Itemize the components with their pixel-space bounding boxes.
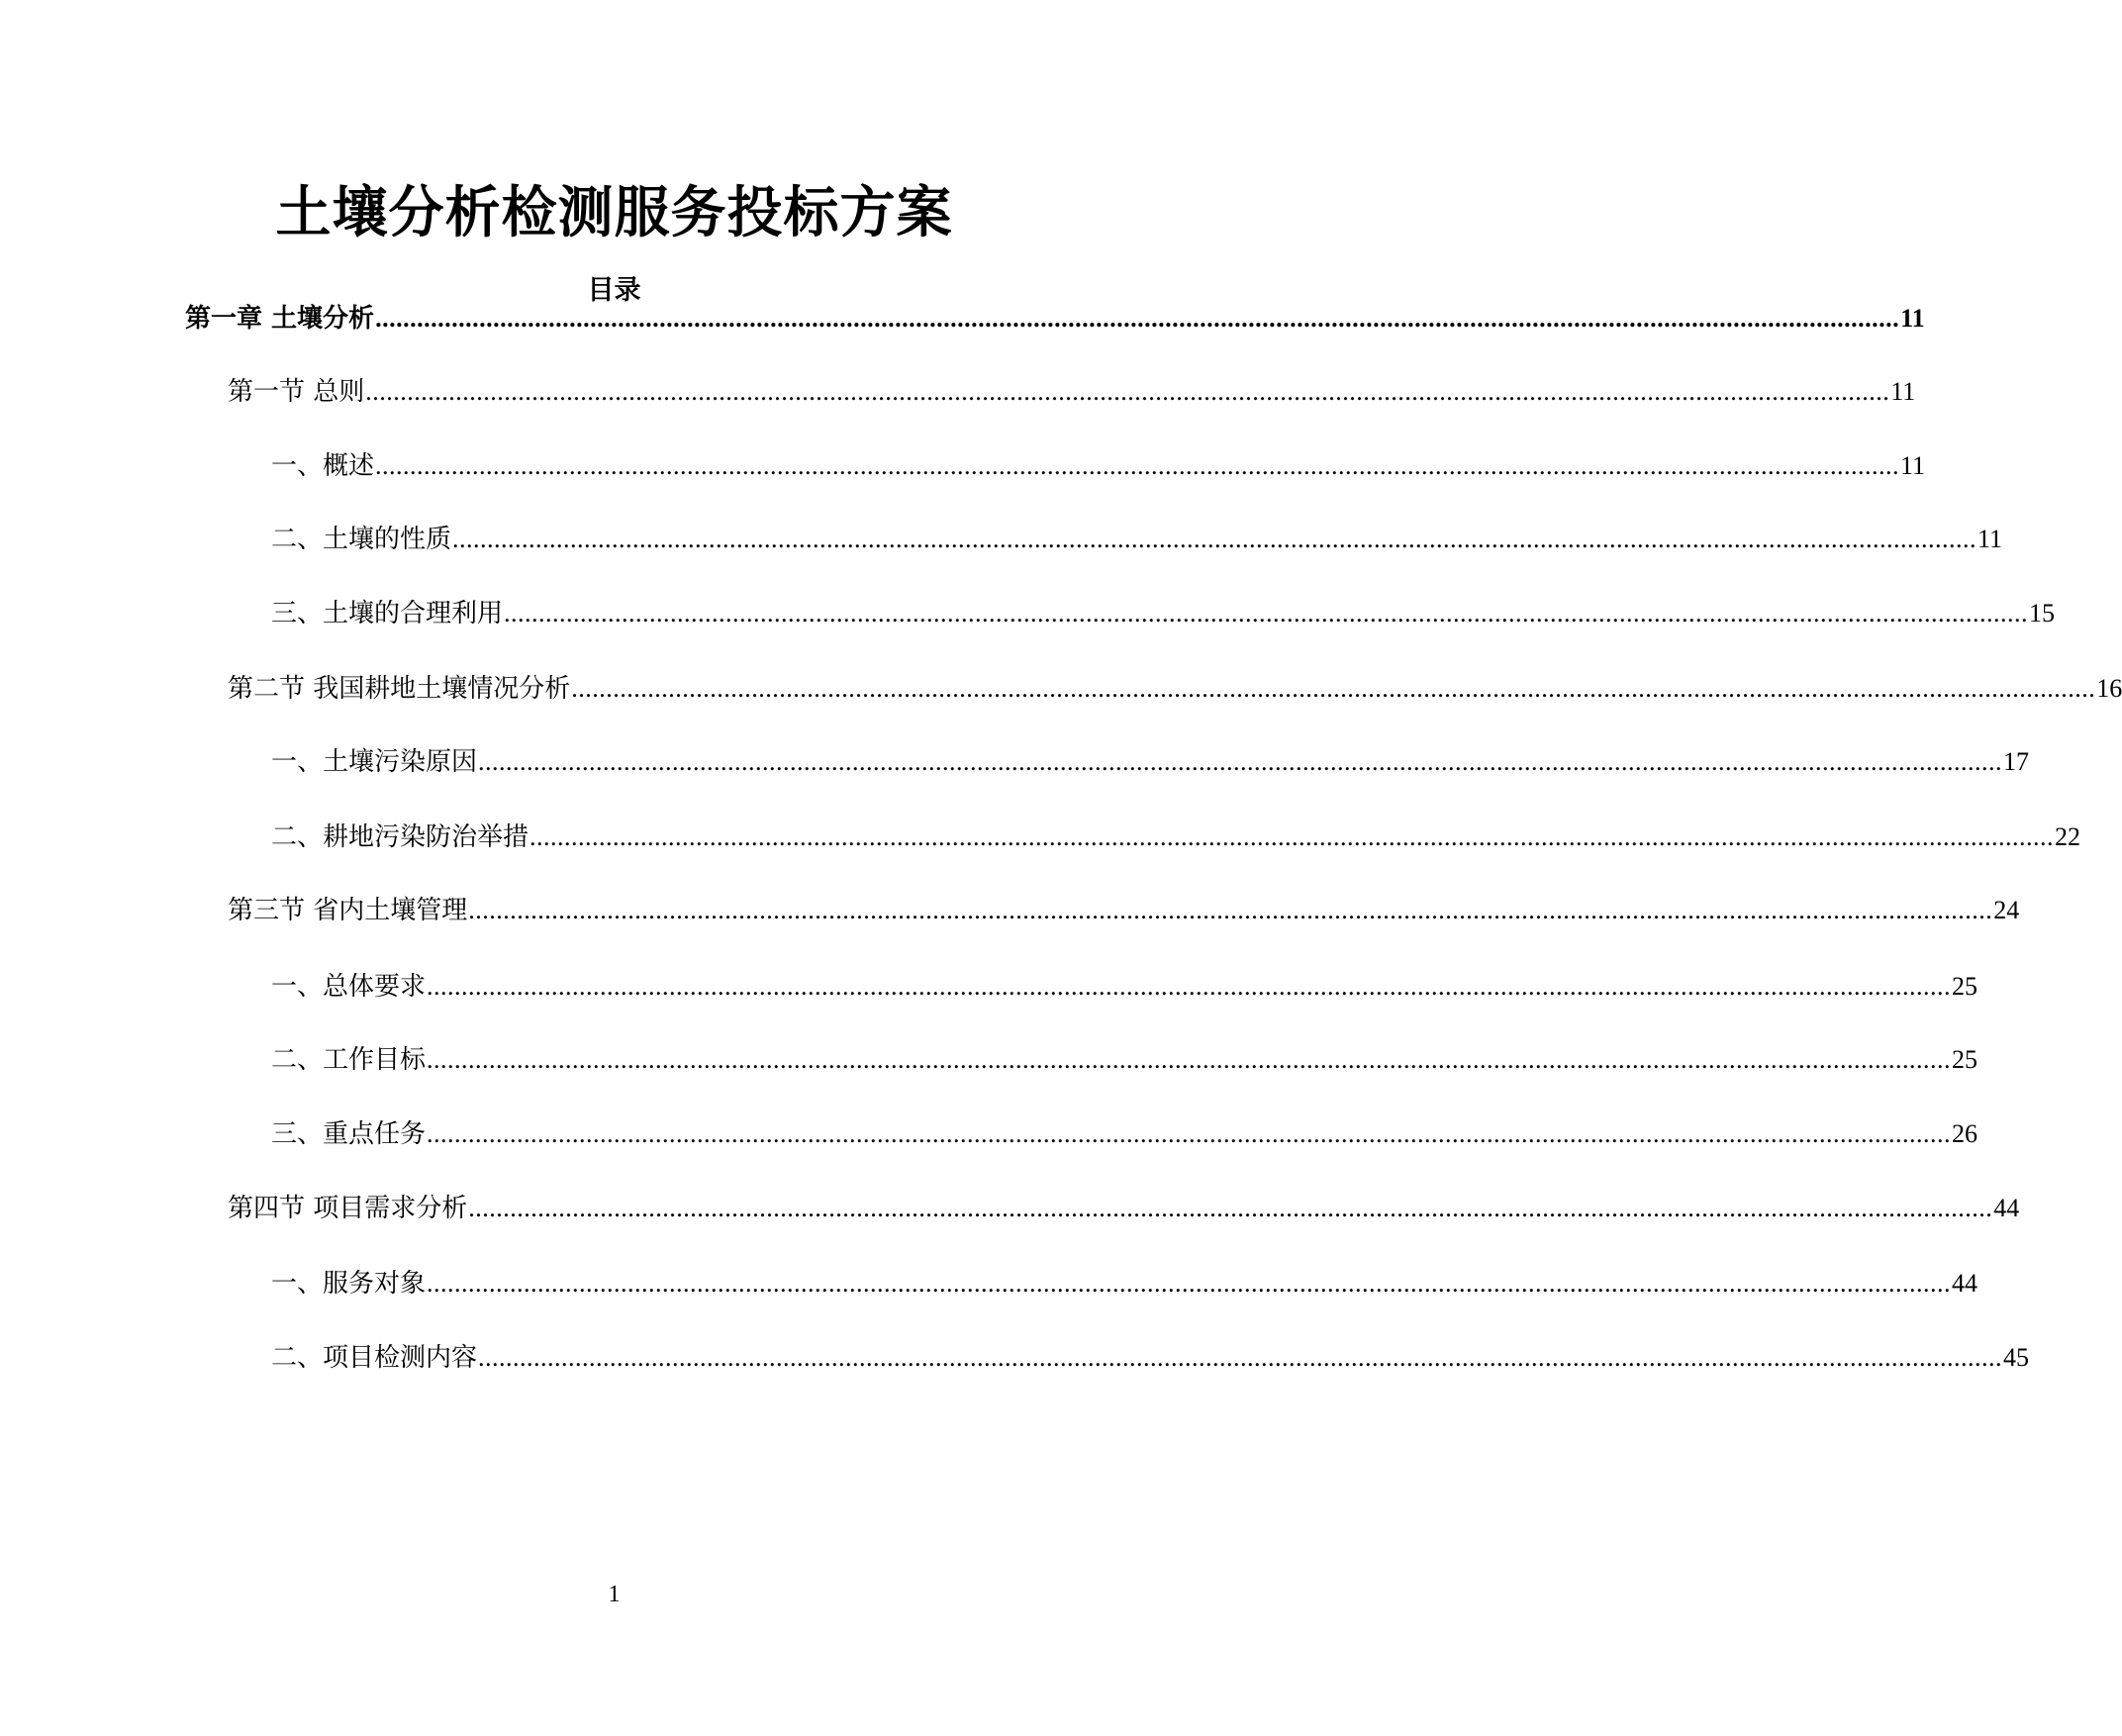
- toc-entry-subsection[interactable]: [271, 1338, 2030, 1378]
- toc-leader-dots: ............................................................................................................................................................................................................................: [478, 1343, 2003, 1372]
- toc-entry-section-4[interactable]: [228, 1189, 2020, 1228]
- toc-entry-section-3[interactable]: [228, 891, 2020, 930]
- toc-entry-label: 第三节 省内土壤管理: [228, 896, 468, 925]
- toc-entry-label: 三、土壤的合理利用: [271, 599, 504, 628]
- toc-leader-dots: ............................................................................................................................................................................................................................: [468, 1194, 1993, 1222]
- page-number: 1: [608, 1582, 621, 1607]
- toc-entry-label: 第一节 总则: [228, 377, 365, 407]
- document-title: 土壤分析检测服务投标方案: [275, 181, 953, 245]
- toc-entry-section-1[interactable]: [228, 372, 1916, 412]
- toc-entry-label: 一、土壤污染原因: [271, 747, 478, 777]
- toc-entry-subsection[interactable]: [271, 1114, 1978, 1154]
- toc-leader-dots: ............................................................................................................................................................................................................................: [427, 1045, 1952, 1074]
- toc-entry-label: 一、概述: [271, 451, 375, 481]
- toc-entry-subsection[interactable]: [271, 446, 1926, 486]
- toc-leader-dots: ............................................................................................................................................................................................................................: [427, 1269, 1952, 1298]
- toc-entry-label: 一、服务对象: [271, 1269, 427, 1299]
- toc-leader-dots: ............................................................................................................................................................................................................................: [530, 822, 2055, 851]
- toc-entry-label: 三、重点任务: [271, 1119, 427, 1149]
- toc-entry-page: 11: [1900, 304, 1925, 333]
- toc-entry-label: 第一章 土壤分析: [185, 304, 375, 334]
- toc-entry-chapter-1[interactable]: [185, 299, 1925, 338]
- toc-leader-dots: ............................................................................................................................................................................................................................: [571, 674, 2096, 703]
- toc-entry-subsection[interactable]: [271, 742, 2030, 782]
- toc-entry-page: 44: [1952, 1269, 1978, 1298]
- toc-entry-label: 二、工作目标: [271, 1045, 427, 1075]
- toc-entry-subsection[interactable]: [271, 1040, 1978, 1080]
- toc-entry-page: 26: [1952, 1119, 1978, 1148]
- toc-leader-dots: ............................................................................................................................................................................................................................: [427, 972, 1952, 1001]
- toc-leader-dots: ............................................................................................................................................................................................................................: [478, 747, 2003, 776]
- toc-entry-section-2[interactable]: [228, 669, 2122, 709]
- toc-entry-page: 15: [2029, 599, 2056, 627]
- toc-entry-page: 44: [1993, 1194, 2020, 1222]
- toc-entry-subsection[interactable]: [271, 818, 2081, 857]
- toc-entry-page: 17: [2003, 747, 2030, 776]
- toc-leader-dots: ............................................................................................................................................................................................................................: [504, 599, 2029, 627]
- toc-entry-label: 二、项目检测内容: [271, 1343, 478, 1373]
- toc-leader-dots: ............................................................................................................................................................................................................................: [365, 377, 1890, 406]
- toc-entry-page: 24: [1993, 896, 2020, 924]
- toc-leader-dots: ............................................................................................................................................................................................................................: [375, 451, 1900, 480]
- toc-entry-page: 11: [1890, 377, 1916, 406]
- toc-entry-page: 22: [2055, 822, 2081, 851]
- toc-entry-page: 25: [1952, 972, 1978, 1001]
- toc-entry-label: 第四节 项目需求分析: [228, 1194, 468, 1223]
- toc-leader-dots: ............................................................................................................................................................................................................................: [375, 304, 1900, 333]
- toc-entry-subsection[interactable]: [271, 1264, 1978, 1303]
- toc-entry-page: 16: [2096, 674, 2122, 703]
- toc-leader-dots: ............................................................................................................................................................................................................................: [452, 525, 1977, 553]
- toc-entry-page: 25: [1952, 1045, 1978, 1074]
- toc-entry-page: 11: [1900, 451, 1926, 480]
- toc-leader-dots: ............................................................................................................................................................................................................................: [427, 1119, 1952, 1148]
- toc-entry-subsection[interactable]: [271, 594, 2056, 633]
- toc-entry-label: 二、土壤的性质: [271, 525, 452, 554]
- toc-entry-subsection[interactable]: [271, 967, 1978, 1007]
- toc-entry-page: 11: [1977, 525, 2003, 553]
- toc-entry-subsection[interactable]: [271, 520, 2003, 559]
- toc-entry-label: 二、耕地污染防治举措: [271, 822, 530, 852]
- toc-entry-label: 第二节 我国耕地土壤情况分析: [228, 674, 571, 704]
- toc-leader-dots: ............................................................................................................................................................................................................................: [468, 896, 1993, 924]
- toc-heading: 目录: [587, 275, 641, 306]
- toc-entry-page: 45: [2003, 1343, 2030, 1372]
- toc-entry-label: 一、总体要求: [271, 972, 427, 1002]
